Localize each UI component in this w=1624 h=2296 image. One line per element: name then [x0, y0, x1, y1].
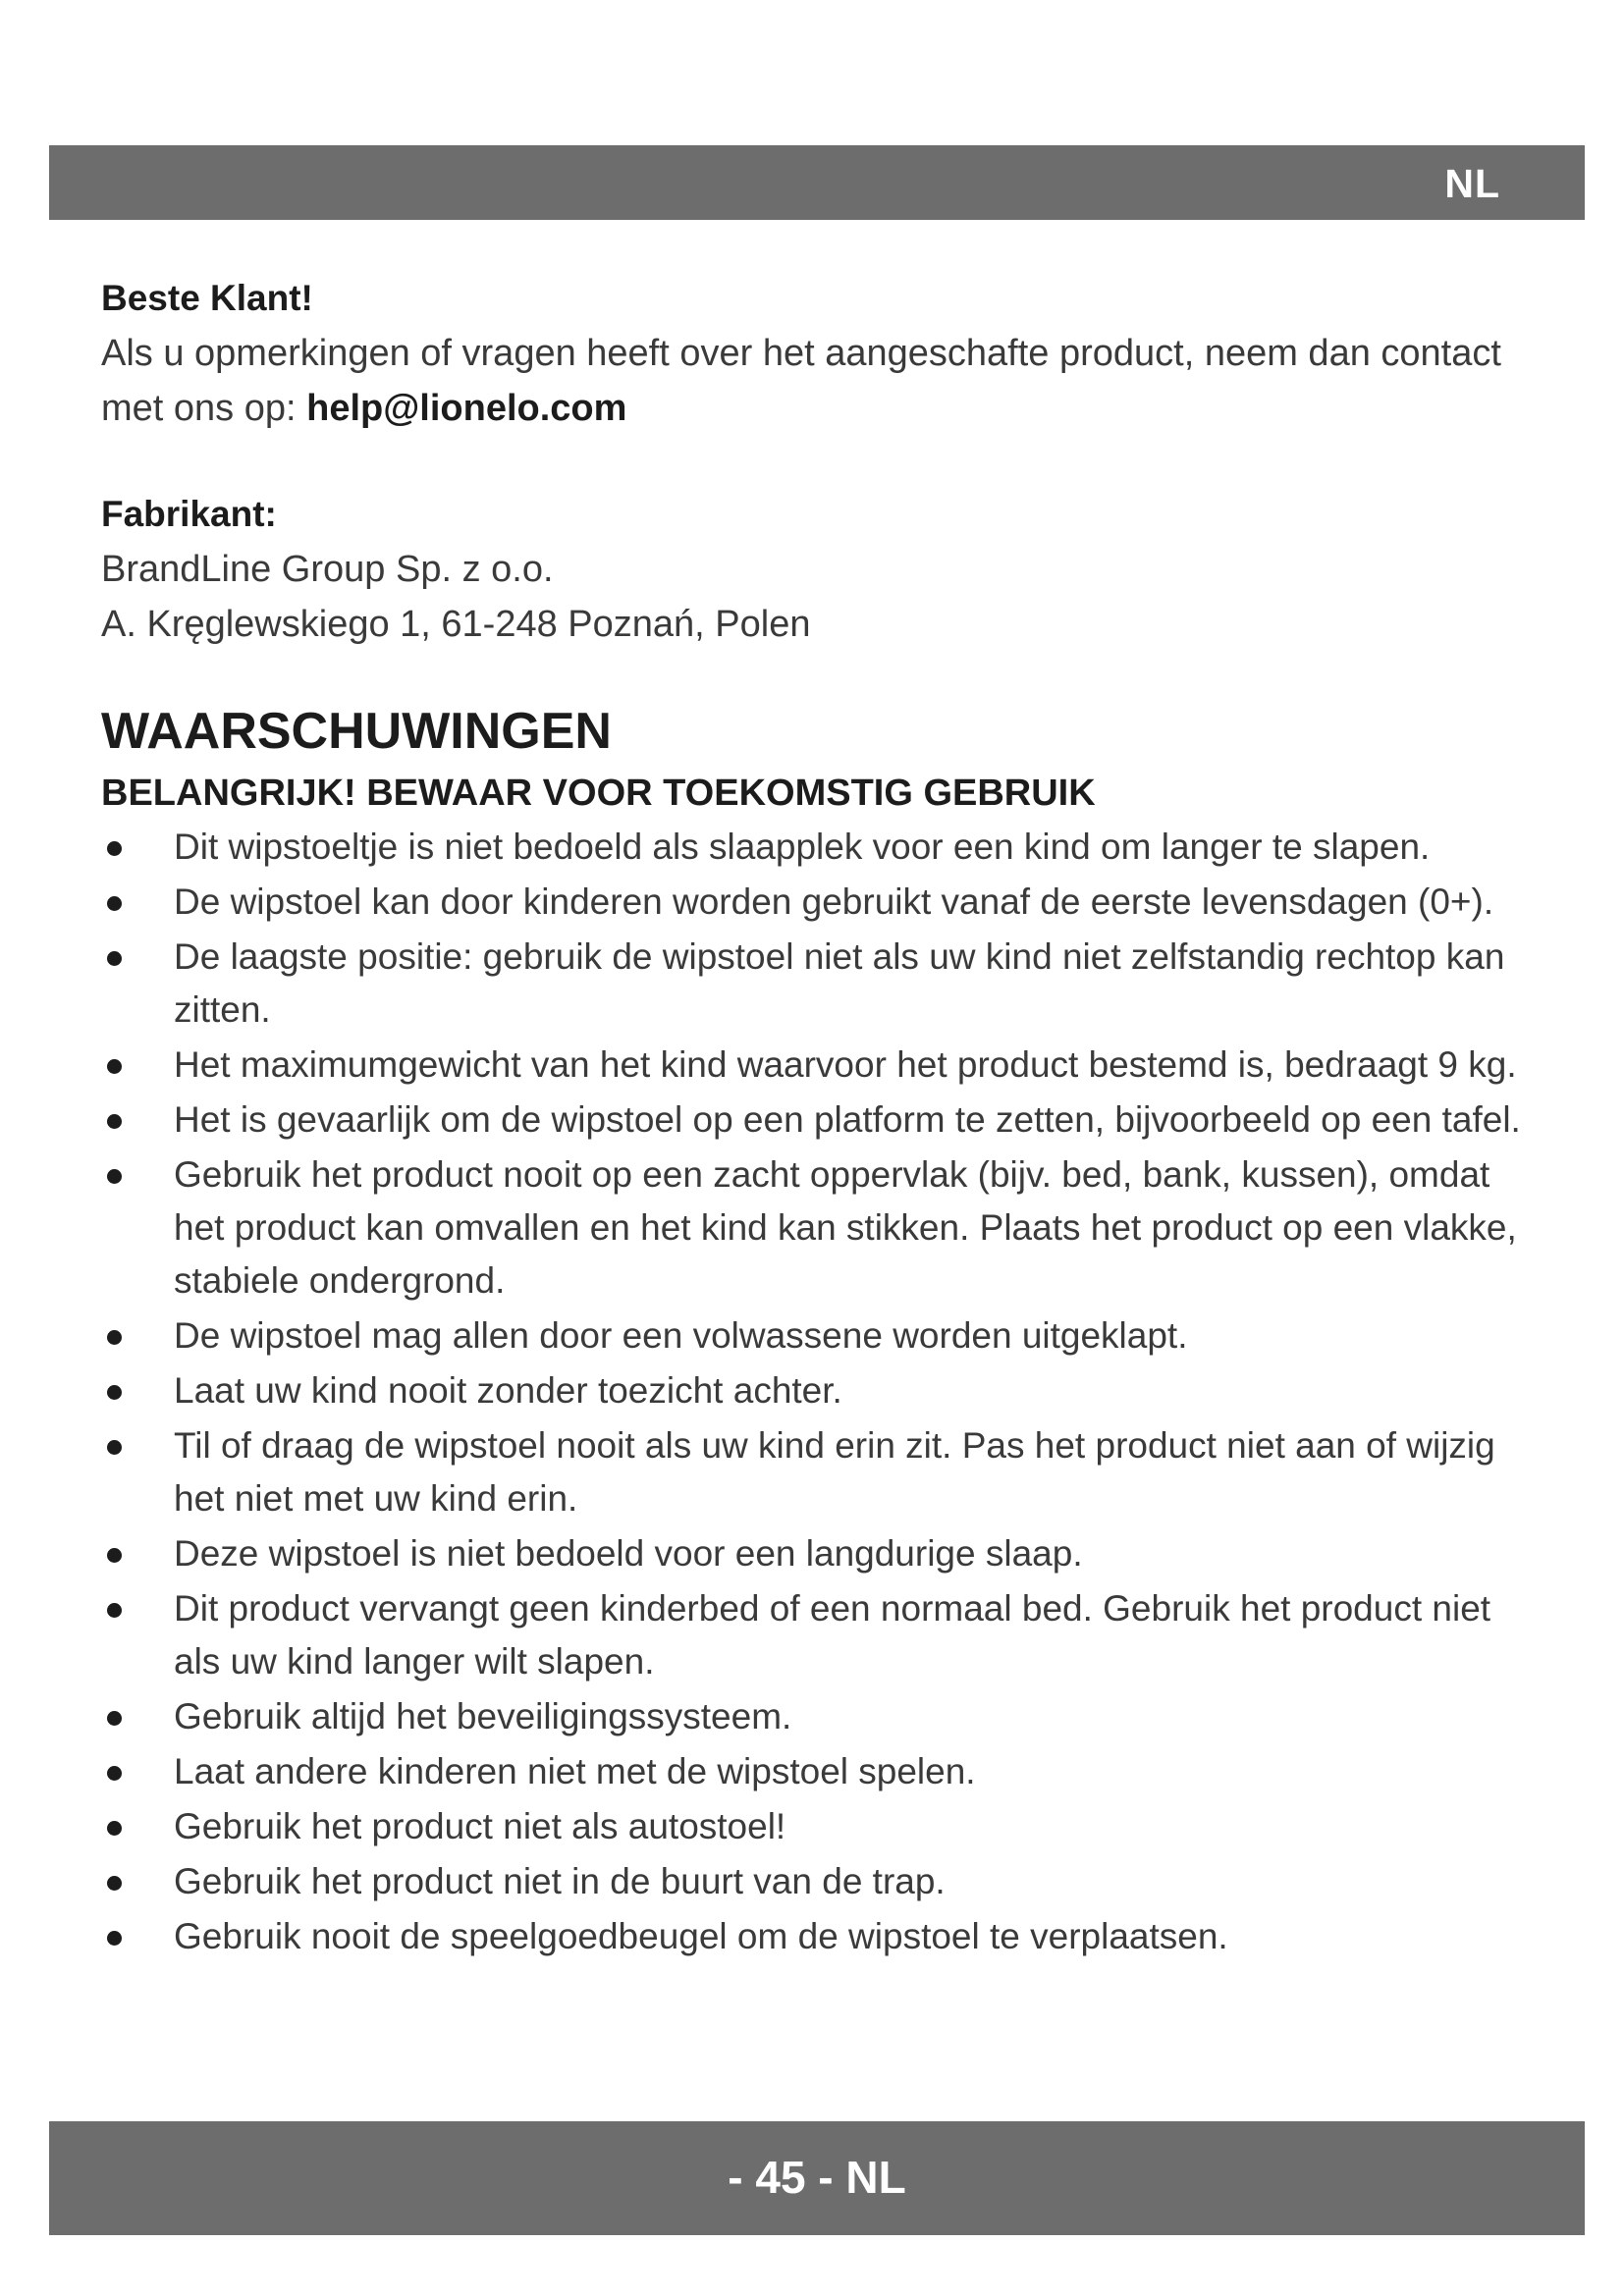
footer-bar: [49, 2121, 1585, 2235]
warning-text: Gebruik het product nooit op een zacht oppervlak (bijv. bed, bank, kussen), omdat het product kan omvallen en het kind kan stikken. Plaats het product op een vlakke, stabiele ondergrond.: [174, 1154, 1517, 1301]
bullet-icon: [107, 1821, 122, 1836]
warning-item: [101, 1745, 1544, 1798]
warning-item: [101, 876, 1544, 929]
warning-item: [101, 1309, 1544, 1362]
header-bar: [49, 145, 1585, 220]
warning-text: De wipstoel kan door kinderen worden gebruikt vanaf de eerste levensdagen (0+).: [174, 881, 1494, 922]
warning-item: [101, 1582, 1544, 1688]
warning-text: De laagste positie: gebruik de wipstoel niet als uw kind niet zelfstandig rechtop kan zitten.: [174, 936, 1505, 1030]
bullet-icon: [107, 1603, 122, 1618]
warnings-subtitle: BELANGRIJK! BEWAAR VOOR TOEKOMSTIG GEBRUIK: [101, 773, 1096, 814]
warning-text: De wipstoel mag allen door een volwassene worden uitgeklapt.: [174, 1315, 1188, 1356]
warning-item: [101, 1039, 1544, 1092]
bullet-icon: [107, 1330, 122, 1345]
warnings-list: [101, 821, 1544, 1963]
bullet-icon: [107, 1059, 122, 1074]
warning-item: [101, 1527, 1544, 1580]
manufacturer-name: BrandLine Group Sp. z o.o.: [101, 549, 554, 590]
greeting-title: Beste Klant!: [101, 278, 313, 318]
warning-text: Gebruik het product niet in de buurt van de trap.: [174, 1861, 946, 1901]
warning-item: [101, 1364, 1544, 1417]
contact-email: help@lionelo.com: [306, 388, 627, 429]
warning-item: [101, 1148, 1544, 1308]
warning-text: Het maximumgewicht van het kind waarvoor het product bestemd is, bedraagt 9 kg.: [174, 1044, 1517, 1085]
page-content: [101, 271, 1544, 1965]
bullet-icon: [107, 1114, 122, 1129]
warning-text: Het is gevaarlijk om de wipstoel op een platform te zetten, bijvoorbeeld op een tafel.: [174, 1099, 1521, 1140]
greeting-body: Als u opmerkingen of vragen heeft over het aangeschafte product, neem dan contact met ons op:: [101, 333, 1501, 429]
language-code: NL: [1444, 161, 1500, 206]
manufacturer-address: A. Kręglewskiego 1, 61-248 Poznań, Polen: [101, 604, 811, 645]
bullet-icon: [107, 1711, 122, 1726]
bullet-icon: [107, 1766, 122, 1781]
bullet-icon: [107, 1876, 122, 1891]
bullet-icon: [107, 896, 122, 911]
warnings-title: WAARSCHUWINGEN: [101, 703, 612, 760]
bullet-icon: [107, 951, 122, 966]
warning-item: [101, 821, 1544, 874]
warning-item: [101, 931, 1544, 1037]
warning-text: Dit product vervangt geen kinderbed of een normaal bed. Gebruik het product niet als uw kind langer wilt slapen.: [174, 1588, 1491, 1682]
bullet-icon: [107, 1548, 122, 1563]
warning-text: Laat uw kind nooit zonder toezicht achter.: [174, 1370, 842, 1411]
warning-item: [101, 1094, 1544, 1147]
warning-text: Gebruik altijd het beveiligingssysteem.: [174, 1696, 792, 1736]
page-number: - 45 - NL: [728, 2152, 906, 2203]
warning-item: [101, 1910, 1544, 1963]
warning-text: Gebruik het product niet als autostoel!: [174, 1806, 786, 1846]
warning-item: [101, 1690, 1544, 1743]
bullet-icon: [107, 1385, 122, 1400]
warning-text: Deze wipstoel is niet bedoeld voor een langdurige slaap.: [174, 1533, 1083, 1574]
warning-text: Til of draag de wipstoel nooit als uw kind erin zit. Pas het product niet aan of wijzig het niet met uw kind erin.: [174, 1425, 1495, 1519]
bullet-icon: [107, 1169, 122, 1184]
bullet-icon: [107, 841, 122, 856]
bullet-icon: [107, 1931, 122, 1946]
greeting-text: [101, 326, 1544, 436]
bullet-icon: [107, 1440, 122, 1455]
warning-item: [101, 1855, 1544, 1908]
warning-item: [101, 1800, 1544, 1853]
manufacturer-label: Fabrikant:: [101, 494, 277, 534]
warning-text: Dit wipstoeltje is niet bedoeld als slaapplek voor een kind om langer te slapen.: [174, 827, 1431, 867]
warning-text: Gebruik nooit de speelgoedbeugel om de wipstoel te verplaatsen.: [174, 1916, 1228, 1956]
warning-item: [101, 1419, 1544, 1525]
warning-text: Laat andere kinderen niet met de wipstoel spelen.: [174, 1751, 976, 1791]
